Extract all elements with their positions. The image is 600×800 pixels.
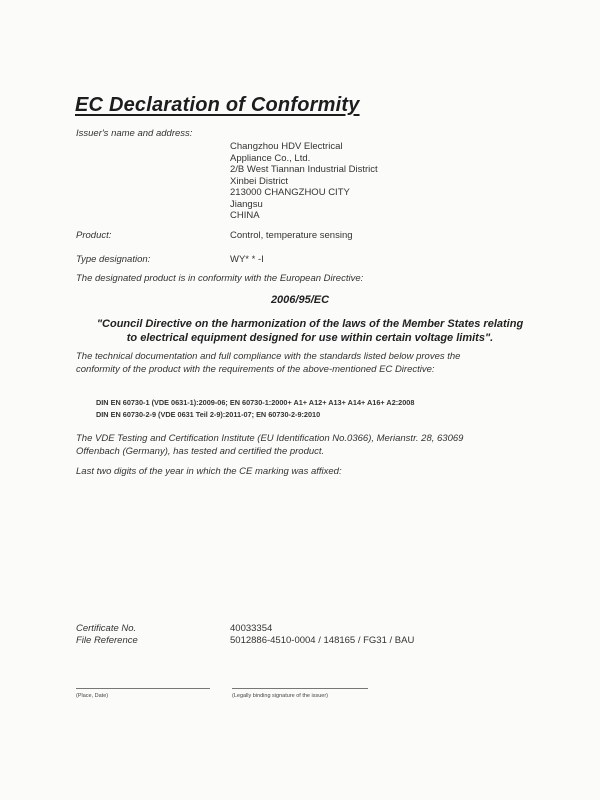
- technical-documentation-text: [76, 351, 546, 376]
- product-label: Product:: [76, 230, 112, 241]
- product-value: Control, temperature sensing: [230, 230, 353, 241]
- signature-caption: (Legally binding signature of the issuer): [232, 693, 329, 699]
- text-line: The technical documentation and full compliance with the standards listed below proves the: [76, 351, 461, 362]
- text-line: Offenbach (Germany), has tested and certified the product.: [76, 445, 325, 457]
- issuer-line: 213000 CHANGZHOU CITY: [230, 187, 350, 198]
- certificate-label: Certificate No.: [76, 623, 137, 634]
- directive-title: [70, 318, 550, 345]
- standard-line: DIN EN 60730-1 (VDE 0631-1):2009-06; EN 60730-1:2000+ A1+ A12+ A13+ A14+ A16+ A2:2008: [96, 398, 415, 407]
- directive-title-line: "Council Directive on the harmonization of the laws of the Member States relating: [96, 318, 524, 330]
- directive-title-line: to electrical equipment designed for use within certain voltage limits".: [126, 331, 494, 344]
- issuer-line: CHINA: [230, 210, 260, 221]
- place-date-line: [76, 688, 210, 689]
- issuer-line: 2/B West Tiannan Industrial District: [230, 164, 378, 175]
- standard-line: DIN EN 60730-2-9 (VDE 0631 Teil 2-9):2011-07; EN 60730-2-9:2010: [96, 410, 321, 419]
- file-reference-value: 5012886-4510-0004 / 148165 / FG31 / BAU: [230, 635, 415, 646]
- signature-line: [232, 688, 368, 689]
- text-line: conformity of the product with the requirements of the above-mentioned EC Directive:: [76, 363, 435, 375]
- type-designation-label: Type designation:: [76, 254, 151, 265]
- type-designation-value: WY* * -I: [230, 254, 264, 265]
- vde-certification-text: [76, 433, 546, 458]
- directive-number: 2006/95/EC: [270, 294, 330, 306]
- conformity-statement: The designated product is in conformity with the European Directive:: [76, 273, 364, 284]
- issuer-line: Xinbei District: [230, 175, 289, 187]
- text-line: The VDE Testing and Certification Institute (EU Identification No.0366), Merianstr. 28, 63069: [76, 433, 464, 444]
- issuer-address: [230, 141, 378, 222]
- issuer-line: Jiangsu: [230, 198, 263, 210]
- document-title: EC Declaration of Conformity: [75, 94, 360, 116]
- issuer-line: Changzhou HDV Electrical: [230, 141, 343, 152]
- ce-marking-text: Last two digits of the year in which the CE marking was affixed:: [76, 466, 342, 477]
- issuer-line: Appliance Co., Ltd.: [230, 152, 311, 164]
- place-date-caption: (Place, Date): [76, 693, 109, 699]
- certificate-value: 40033354: [230, 623, 273, 634]
- issuer-label: Issuer's name and address:: [76, 128, 193, 139]
- file-reference-label: File Reference: [76, 635, 138, 646]
